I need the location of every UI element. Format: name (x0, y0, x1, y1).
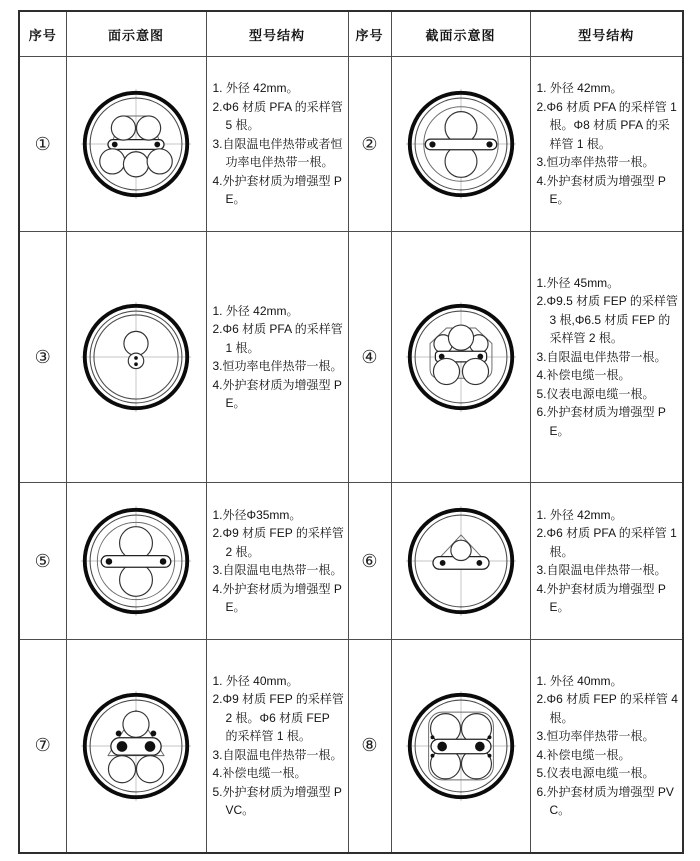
spec-item: 4.补偿电缆一根。 (212, 766, 307, 781)
spec-item: 2.Φ6 材质 FEP 的采样管 4 根。 (536, 692, 678, 725)
spec-item: 4.外护套材质为增强型 PE。 (536, 581, 666, 614)
diagram-cell-3 (66, 232, 206, 483)
diagram-cell-5 (66, 483, 206, 640)
spec-item: 1.外径 45mm。 (536, 275, 620, 290)
cross-section-diagram-8-icon (403, 688, 519, 804)
spec-item: 4.补偿电缆一根。 (536, 368, 631, 383)
spec-item: 5.外护套材质为增强型 PVC。 (212, 784, 342, 818)
header-structure-right: 型号结构 (530, 11, 683, 57)
spec-item: 6.外护套材质为增强型 PVC。 (536, 784, 674, 818)
diagram-cell-4 (391, 232, 530, 483)
spec-cell-4 (530, 232, 683, 483)
header-diagram-right: 截面示意图 (391, 11, 530, 57)
spec-item: 2.Φ9 材质 FEP 的采样管 2 根。 (212, 526, 344, 559)
spec-item: 1. 外径 40mm。 (212, 673, 299, 688)
spec-cell-6 (530, 483, 683, 640)
spec-item: 5.仪表电源电缆一根。 (536, 766, 655, 781)
spec-item: 4.外护套材质为增强型 PE。 (536, 173, 666, 207)
row-number-2: ② (348, 57, 391, 232)
spec-item: 1. 外径 42mm。 (212, 81, 299, 96)
spec-cell-3 (206, 232, 348, 483)
cross-section-diagram-1-icon (78, 86, 194, 202)
row-number-4: ④ (348, 232, 391, 483)
header-serial-right: 序号 (348, 11, 391, 57)
spec-item: 6.外护套材质为增强型 PE。 (536, 405, 666, 438)
spec-cell-8 (530, 640, 683, 853)
cross-section-diagram-4-icon (403, 299, 519, 415)
cross-section-diagram-3-icon (78, 299, 194, 415)
spec-item: 4.外护套材质为增强型 PE。 (212, 173, 342, 207)
cross-section-diagram-7-icon (78, 688, 194, 804)
row-number-8: ⑧ (348, 640, 391, 853)
diagram-cell-7 (66, 640, 206, 853)
row-number-3: ③ (19, 232, 66, 483)
row-number-6: ⑥ (348, 483, 391, 640)
spec-item: 2.Φ9 材质 FEP 的采样管 2 根。Φ6 材质 FEP 的采样管 1 根。 (212, 692, 344, 744)
table-row (19, 232, 683, 483)
spec-item: 4.外护套材质为增强型 PE。 (212, 581, 342, 614)
cross-section-diagram-6-icon (403, 503, 519, 619)
spec-item: 1. 外径 40mm。 (536, 673, 623, 688)
cable-spec-table (18, 10, 684, 854)
spec-item: 4.外护套材质为增强型 PE。 (212, 377, 342, 410)
header-diagram-left: 面示意图 (66, 11, 206, 57)
spec-item: 3.恒功率伴热带一根。 (536, 729, 655, 744)
row-number-5: ⑤ (19, 483, 66, 640)
row-number-7: ⑦ (19, 640, 66, 853)
spec-item: 3.自限温电伴热带一根。 (212, 747, 343, 762)
spec-item: 2.Φ6 材质 PFA 的采样管 1 根。 (536, 526, 677, 559)
spec-item: 2.Φ6 材质 PFA 的采样管 1 根。 (212, 322, 343, 355)
spec-item: 2.Φ9.5 材质 FEP 的采样管 3 根,Φ6.5 材质 FEP 的采样管 2 根。 (536, 294, 678, 346)
diagram-cell-6 (391, 483, 530, 640)
spec-item: 1.外径Φ35mm。 (212, 507, 302, 522)
header-structure-left: 型号结构 (206, 11, 348, 57)
spec-item: 2.Φ6 材质 PFA 的采样管 5 根。 (212, 99, 343, 133)
spec-item: 3.自限温电伴热带或者恒功率电伴热带一根。 (212, 136, 343, 170)
spec-item: 5.仪表电源电缆一根。 (536, 386, 655, 401)
spec-item: 4.补偿电缆一根。 (536, 747, 631, 762)
spec-item: 1. 外径 42mm。 (212, 303, 299, 318)
spec-item: 3.恒功率伴热带一根。 (536, 155, 655, 170)
table-row (19, 57, 683, 232)
spec-item: 1. 外径 42mm。 (536, 81, 623, 96)
diagram-cell-8 (391, 640, 530, 853)
spec-item: 3.自限温电伴热带一根。 (536, 349, 667, 364)
table-row (19, 640, 683, 853)
spec-item: 1. 外径 42mm。 (536, 507, 623, 522)
spec-item: 3.自限温电电热带一根。 (212, 563, 343, 577)
diagram-cell-2 (391, 57, 530, 232)
cross-section-diagram-2-icon (403, 86, 519, 202)
diagram-cell-1 (66, 57, 206, 232)
spec-cell-2 (530, 57, 683, 232)
header-serial-left: 序号 (19, 11, 66, 57)
row-number-1: ① (19, 57, 66, 232)
spec-cell-5 (206, 483, 348, 640)
table-row (19, 483, 683, 640)
spec-cell-1 (206, 57, 348, 232)
spec-cell-7 (206, 640, 348, 853)
cross-section-diagram-5-icon (78, 503, 194, 619)
header-row (19, 11, 683, 57)
spec-item: 3.恒功率电伴热带一根。 (212, 359, 343, 373)
spec-item: 3.自限温电伴热带一根。 (536, 563, 667, 577)
spec-item: 2.Φ6 材质 PFA 的采样管 1 根。Φ8 材质 PFA 的采样管 1 根。 (536, 99, 677, 151)
